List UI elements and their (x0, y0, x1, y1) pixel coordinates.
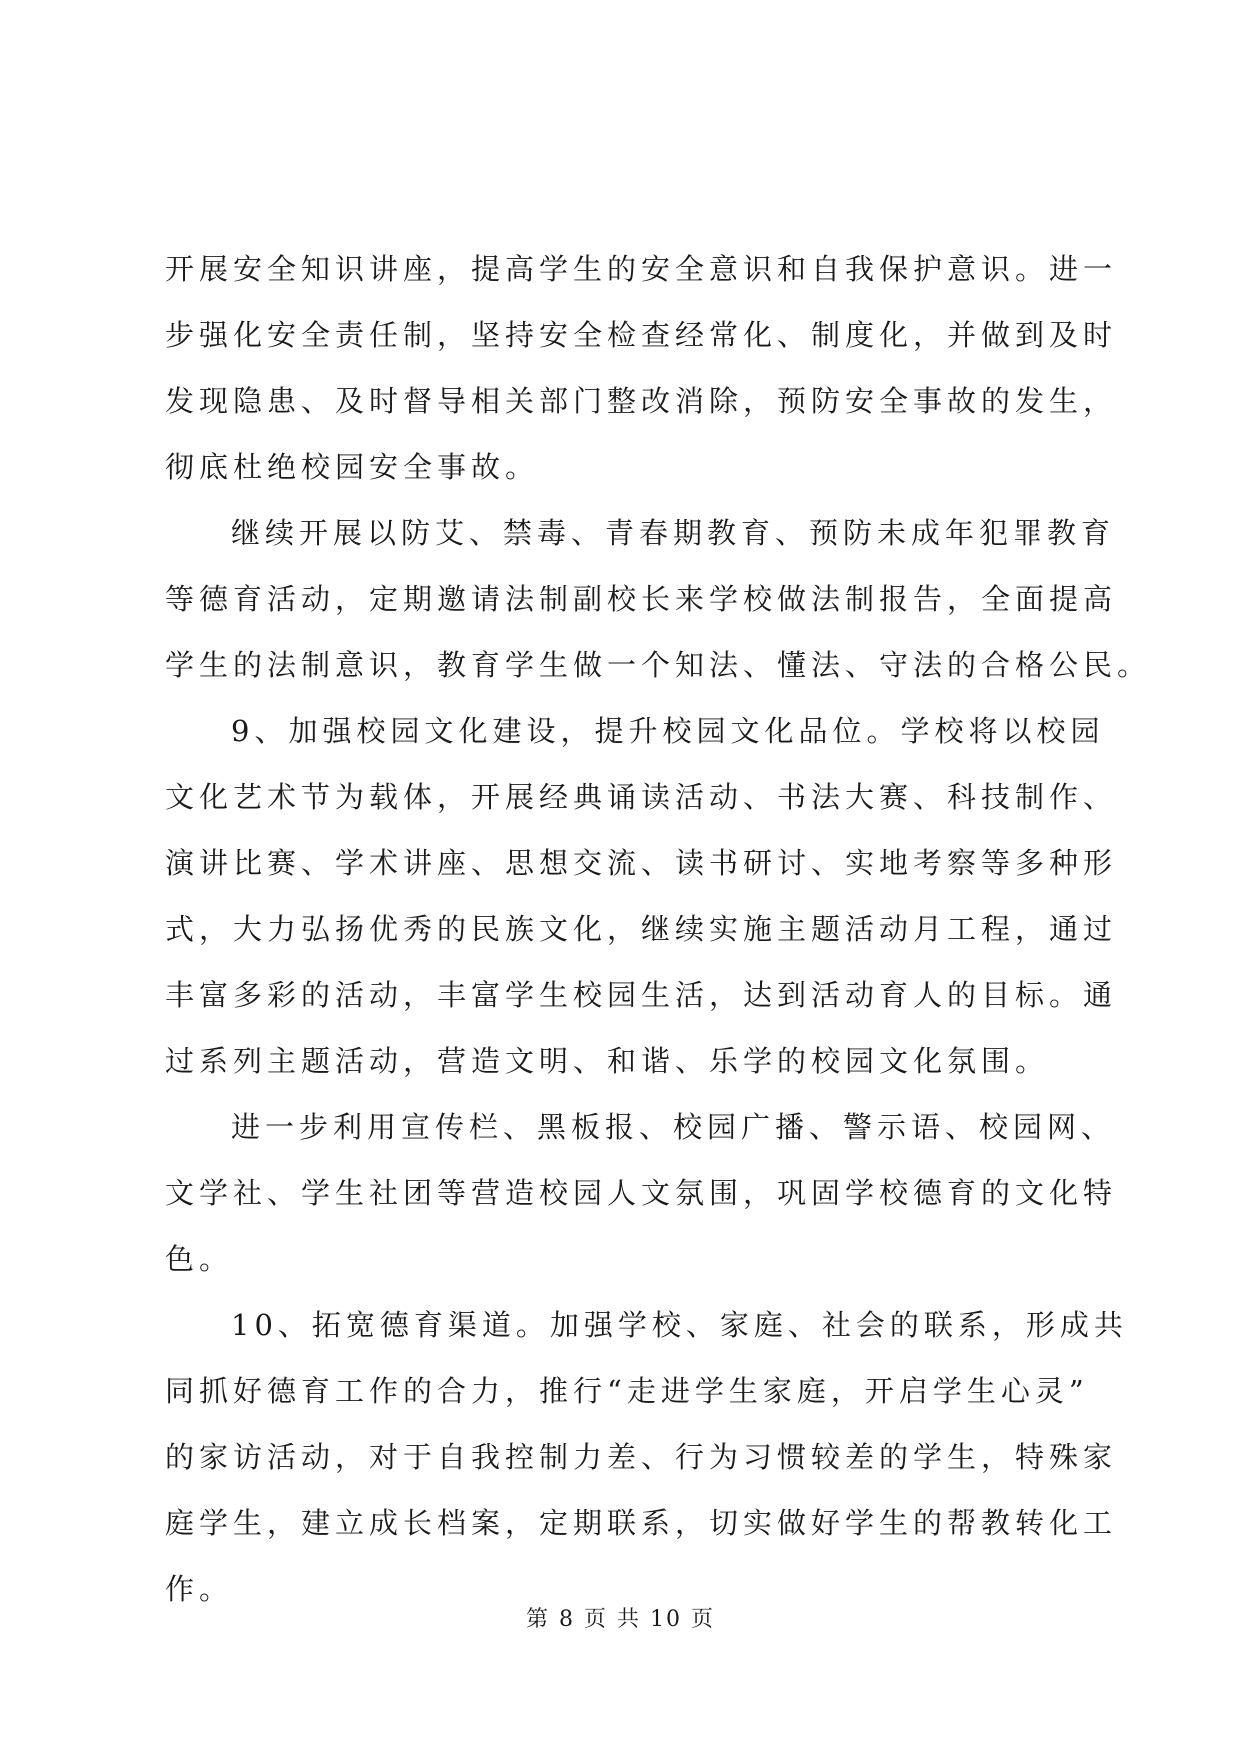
text-line: 文学社、学生社团等营造校园人文氛围，巩固学校德育的文化特 (165, 1176, 1118, 1210)
text-line: 色。 (165, 1242, 234, 1276)
body-text (165, 236, 1152, 1622)
text-line: 作。 (165, 1572, 234, 1606)
text-line: 学生的法制意识，教育学生做一个知法、懂法、守法的合格公民。 (165, 648, 1152, 682)
text-line: 丰富多彩的活动，丰富学生校园生活，达到活动育人的目标。通 (165, 978, 1118, 1012)
text-line: 步强化安全责任制，坚持安全检查经常化、制度化，并做到及时 (165, 318, 1118, 352)
text-line: 的家访活动，对于自我控制力差、行为习惯较差的学生，特殊家 (165, 1440, 1118, 1474)
text-line: 演讲比赛、学术讲座、思想交流、读书研讨、实地考察等多种形 (165, 846, 1118, 880)
text-line: 开展安全知识讲座，提高学生的安全意识和自我保护意识。进一 (165, 252, 1118, 286)
page-number-footer: 第 8 页 共 10 页 (526, 1607, 715, 1632)
text-line: 彻底杜绝校园安全事故。 (165, 450, 540, 484)
text-line: 庭学生，建立成长档案，定期联系，切实做好学生的帮教转化工 (165, 1506, 1118, 1540)
text-line: 发现隐患、及时督导相关部门整改消除，预防安全事故的发生， (165, 384, 1118, 418)
text-line: 10、拓宽德育渠道。加强学校、家庭、社会的联系，形成共 (231, 1308, 1128, 1342)
text-line: 过系列主题活动，营造文明、和谐、乐学的校园文化氛围。 (165, 1044, 1050, 1078)
text-line: 进一步利用宣传栏、黑板报、校园广播、警示语、校园网、 (231, 1110, 1116, 1144)
text-line: 式，大力弘扬优秀的民族文化，继续实施主题活动月工程，通过 (165, 912, 1118, 946)
text-line: 等德育活动，定期邀请法制副校长来学校做法制报告，全面提高 (165, 582, 1118, 616)
text-line: 同抓好德育工作的合力，推行“走进学生家庭，开启学生心灵” (165, 1374, 1089, 1408)
text-line: 文化艺术节为载体，开展经典诵读活动、书法大赛、科技制作、 (165, 780, 1118, 814)
text-line: 9、加强校园文化建设，提升校园文化品位。学校将以校园 (231, 714, 1105, 748)
text-line: 继续开展以防艾、禁毒、青春期教育、预防未成年犯罪教育 (231, 516, 1116, 550)
